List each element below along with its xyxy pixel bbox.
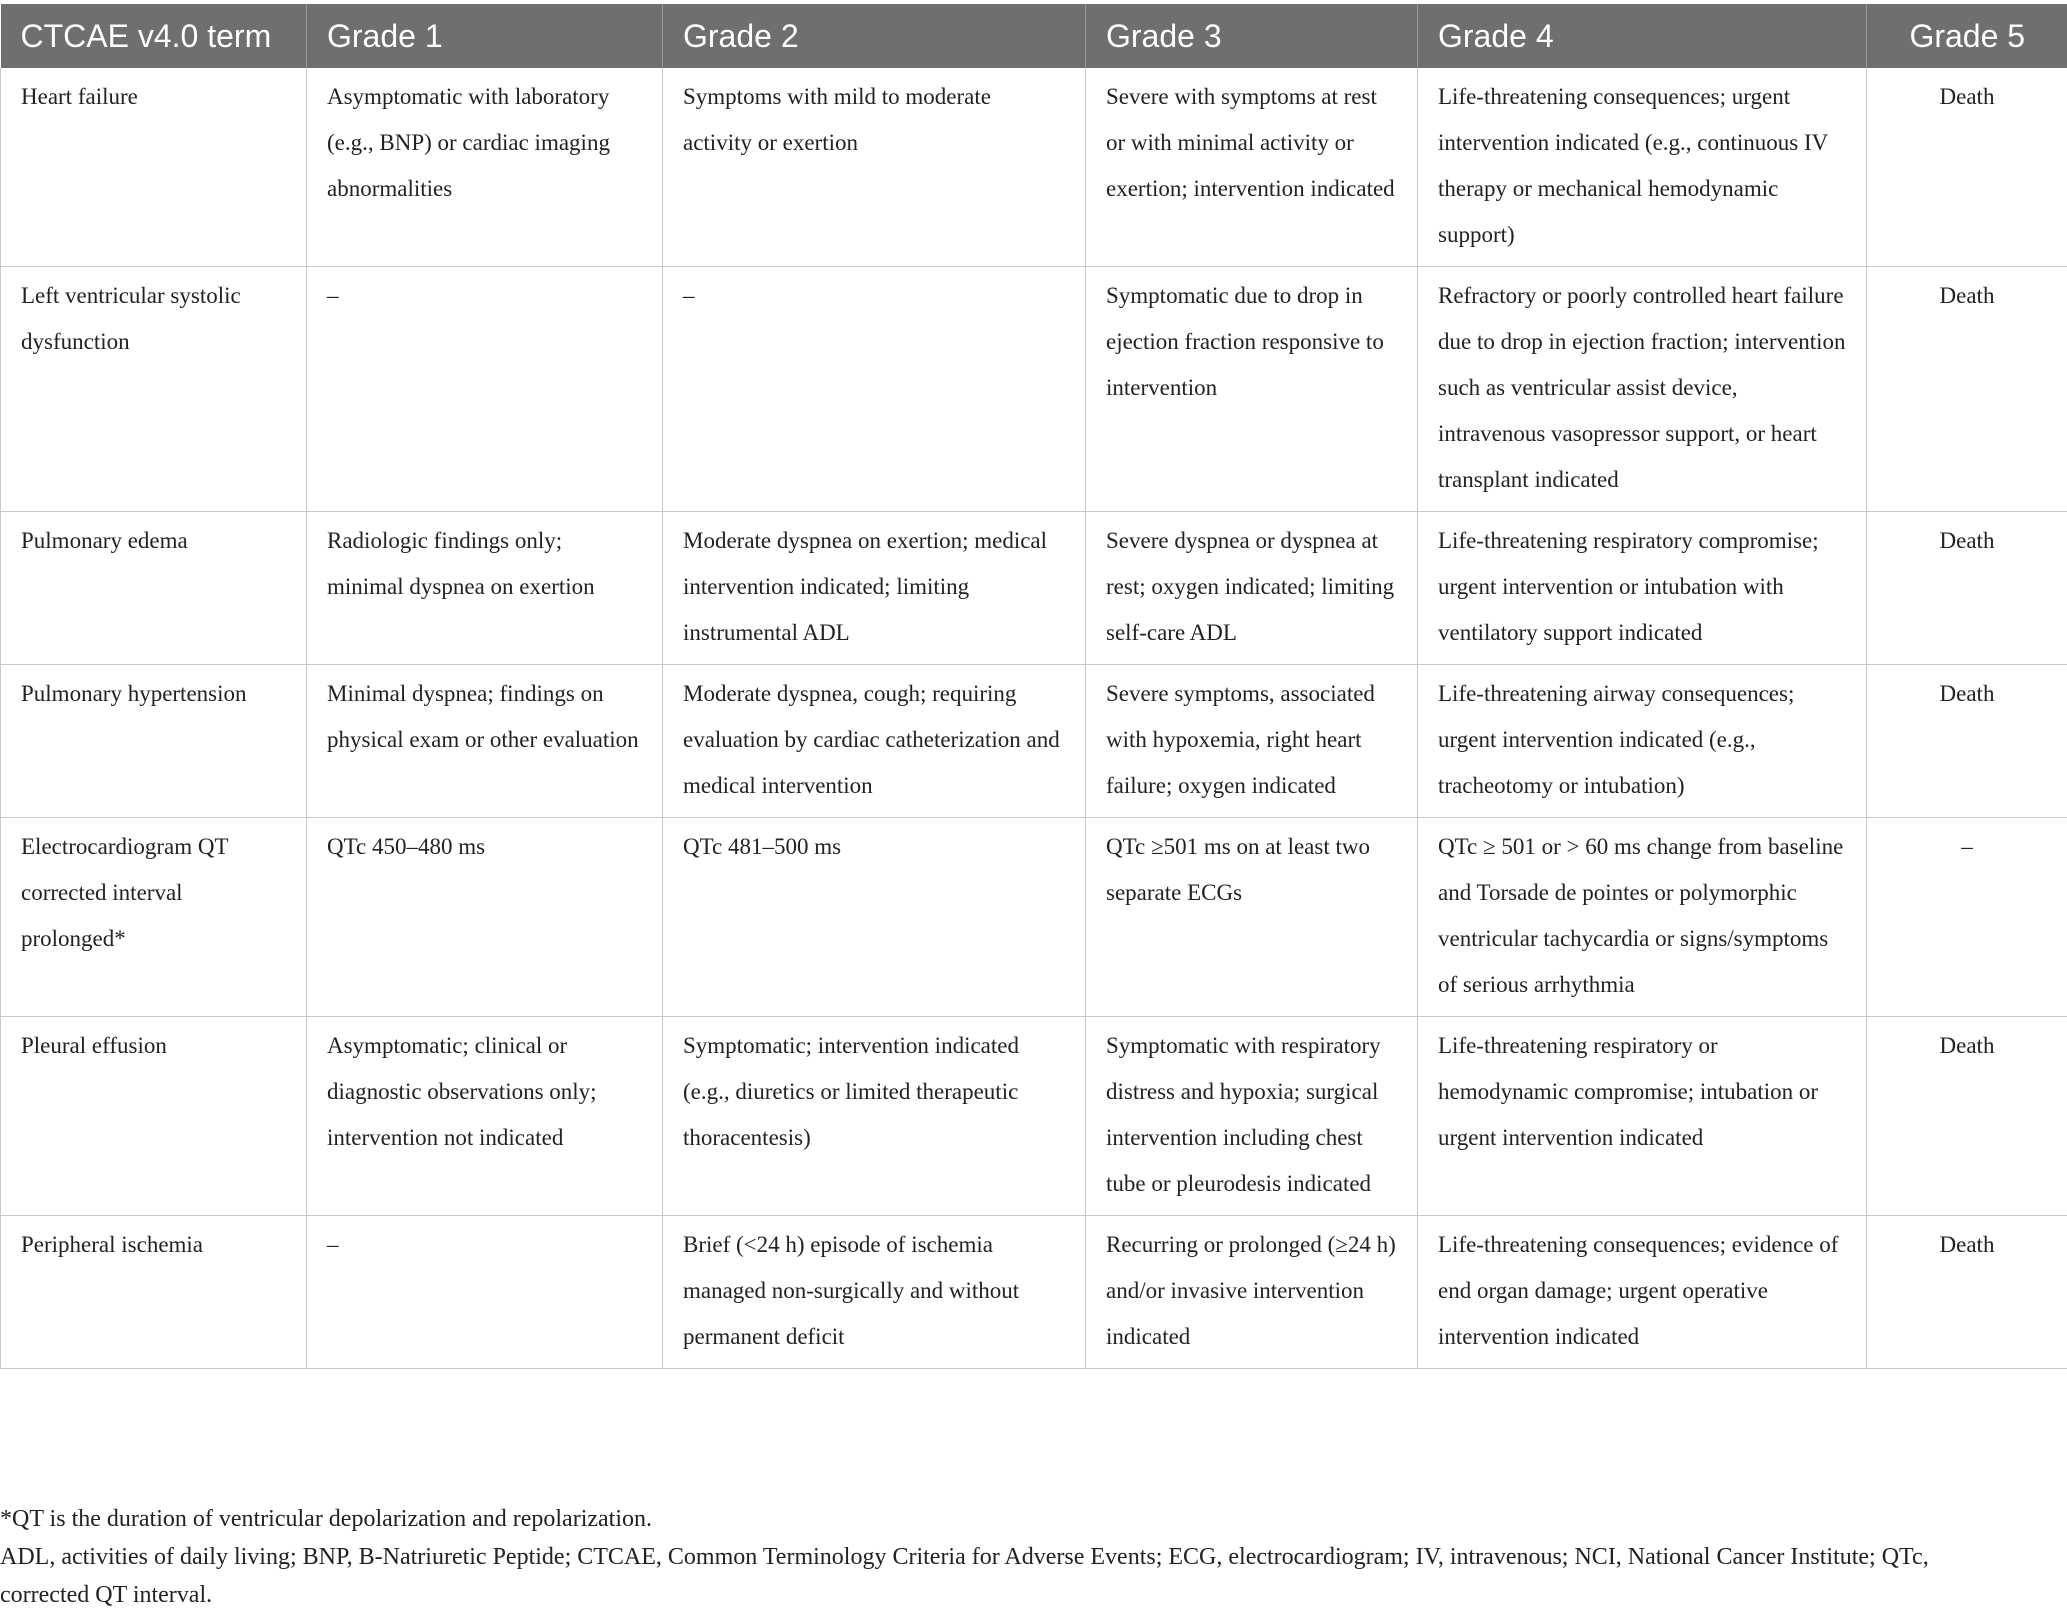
column-header-grade-2: Grade 2 (663, 4, 1086, 68)
cell-grade-4: Life-threatening respiratory or hemodynamic compromise; intubation or urgent intervention indicated (1418, 1017, 1867, 1216)
cell-grade-1: Asymptomatic with laboratory (e.g., BNP) or cardiac imaging abnormalities (307, 68, 663, 267)
column-header-grade-4: Grade 4 (1418, 4, 1867, 68)
table-row (1, 1216, 2067, 1369)
cell-term: Heart failure (1, 68, 307, 267)
cell-grade-2: Symptoms with mild to moderate activity or exertion (663, 68, 1086, 267)
cell-term: Pleural effusion (1, 1017, 307, 1216)
cell-grade-4: Life-threatening consequences; evidence of end organ damage; urgent operative intervention indicated (1418, 1216, 1867, 1369)
cell-grade-5: Death (1867, 1017, 2067, 1216)
cell-grade-2: Brief (<24 h) episode of ischemia managed non-surgically and without permanent deficit (663, 1216, 1086, 1369)
cell-grade-1: Minimal dyspnea; findings on physical exam or other evaluation (307, 665, 663, 818)
table-row (1, 512, 2067, 665)
cell-grade-5: Death (1867, 267, 2067, 512)
cell-term: Pulmonary hypertension (1, 665, 307, 818)
cell-grade-3: Severe dyspnea or dyspnea at rest; oxygen indicated; limiting self-care ADL (1086, 512, 1418, 665)
cell-grade-3: Recurring or prolonged (≥24 h) and/or invasive intervention indicated (1086, 1216, 1418, 1369)
qt-footnote: *QT is the duration of ventricular depolarization and repolarization. (0, 1506, 652, 1532)
cell-grade-2: Moderate dyspnea on exertion; medical intervention indicated; limiting instrumental ADL (663, 512, 1086, 665)
cell-grade-4: Life-threatening airway consequences; urgent intervention indicated (e.g., tracheotomy or intubation) (1418, 665, 1867, 818)
cell-grade-3: Severe with symptoms at rest or with minimal activity or exertion; intervention indicated (1086, 68, 1418, 267)
cell-term: Electrocardiogram QT corrected interval prolonged* (1, 818, 307, 1017)
ctcae-grading-table (0, 4, 2067, 1369)
cell-grade-1: QTc 450–480 ms (307, 818, 663, 1017)
column-header-grade-3: Grade 3 (1086, 4, 1418, 68)
abbreviations-footnote: ADL, activities of daily living; BNP, B-Natriuretic Peptide; CTCAE, Common Terminology Criteria for Adverse Events; ECG, electrocardiogram; IV, intravenous; NCI, National Cancer Institute; QTc, corrected QT interval. (0, 1544, 1929, 1608)
cell-grade-3: Severe symptoms, associated with hypoxemia, right heart failure; oxygen indicated (1086, 665, 1418, 818)
cell-grade-1: – (307, 267, 663, 512)
cell-grade-1: Radiologic findings only; minimal dyspnea on exertion (307, 512, 663, 665)
cell-grade-5: Death (1867, 665, 2067, 818)
table-footnotes (0, 1500, 2020, 1614)
cell-grade-3: Symptomatic due to drop in ejection fraction responsive to intervention (1086, 267, 1418, 512)
column-header-grade-1: Grade 1 (307, 4, 663, 68)
cell-grade-1: – (307, 1216, 663, 1369)
cell-grade-5: Death (1867, 512, 2067, 665)
cell-grade-5: Death (1867, 1216, 2067, 1369)
cell-grade-4: QTc ≥ 501 or > 60 ms change from baseline and Torsade de pointes or polymorphic ventricular tachycardia or signs/symptoms of serious arrhythmia (1418, 818, 1867, 1017)
cell-grade-2: Moderate dyspnea, cough; requiring evaluation by cardiac catheterization and medical intervention (663, 665, 1086, 818)
cell-grade-5: – (1867, 818, 2067, 1017)
cell-grade-2: QTc 481–500 ms (663, 818, 1086, 1017)
cell-grade-1: Asymptomatic; clinical or diagnostic observations only; intervention not indicated (307, 1017, 663, 1216)
table-row (1, 1017, 2067, 1216)
cell-grade-2: – (663, 267, 1086, 512)
cell-grade-4: Refractory or poorly controlled heart failure due to drop in ejection fraction; intervention such as ventricular assist device, intravenous vasopressor support, or heart transplant indicated (1418, 267, 1867, 512)
column-header-term: CTCAE v4.0 term (1, 4, 307, 68)
cell-grade-3: QTc ≥501 ms on at least two separate ECGs (1086, 818, 1418, 1017)
cell-grade-5: Death (1867, 68, 2067, 267)
table-header-row (1, 4, 2067, 68)
cell-term: Left ventricular systolic dysfunction (1, 267, 307, 512)
cell-grade-3: Symptomatic with respiratory distress and hypoxia; surgical intervention including chest tube or pleurodesis indicated (1086, 1017, 1418, 1216)
table-row (1, 68, 2067, 267)
column-header-grade-5: Grade 5 (1867, 4, 2067, 68)
table-row (1, 665, 2067, 818)
cell-term: Pulmonary edema (1, 512, 307, 665)
table-row (1, 818, 2067, 1017)
cell-grade-2: Symptomatic; intervention indicated (e.g., diuretics or limited therapeutic thoracentesis) (663, 1017, 1086, 1216)
cell-grade-4: Life-threatening consequences; urgent intervention indicated (e.g., continuous IV therapy or mechanical hemodynamic support) (1418, 68, 1867, 267)
cell-grade-4: Life-threatening respiratory compromise; urgent intervention or intubation with ventilatory support indicated (1418, 512, 1867, 665)
table-row (1, 267, 2067, 512)
cell-term: Peripheral ischemia (1, 1216, 307, 1369)
